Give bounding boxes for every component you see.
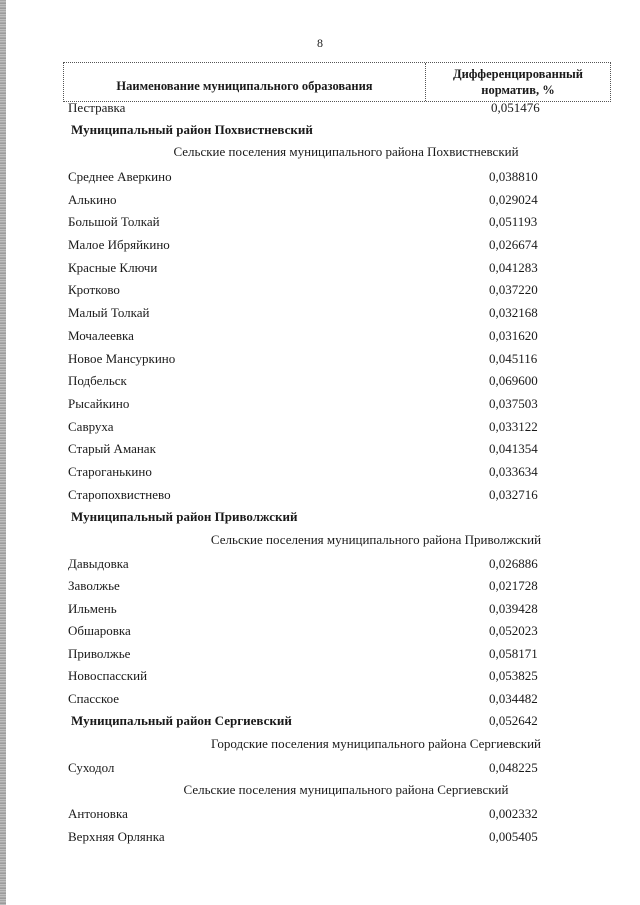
row-name: Красные Ключи	[68, 259, 158, 275]
row-name: Мочалеевка	[68, 327, 134, 343]
row-value: 0,053825	[489, 668, 538, 684]
row-name: Алькино	[68, 191, 117, 207]
table-row	[63, 328, 609, 351]
table-row	[63, 214, 609, 237]
row-value: 0,031620	[489, 327, 538, 343]
scan-edge	[0, 0, 6, 905]
table-row	[63, 668, 609, 691]
row-name: Антоновка	[68, 806, 128, 822]
row-value: 0,051193	[489, 214, 538, 230]
row-value: 0,005405	[489, 828, 538, 844]
table-row	[63, 578, 609, 601]
row-name: Малое Ибряйкино	[68, 237, 170, 253]
table-row	[63, 623, 609, 646]
row-value: 0,037503	[489, 395, 538, 411]
row-name: Муниципальный район Сергиевский	[71, 713, 292, 729]
row-value: 0,051476	[491, 100, 540, 115]
row-name: Заволжье	[68, 578, 120, 594]
row-value: 0,032716	[489, 486, 538, 502]
row-name: Муниципальный район Приволжский	[71, 509, 298, 525]
header-value-column	[426, 63, 610, 101]
row-name: Пестравка	[68, 100, 126, 115]
table-row	[63, 192, 609, 215]
header-value-line1: Дифференцированный	[452, 67, 583, 81]
table-row	[63, 601, 609, 624]
row-name: Староганькино	[68, 463, 152, 479]
table-row	[63, 100, 609, 122]
row-name: Среднее Аверкино	[68, 169, 172, 184]
district-heading	[63, 713, 609, 736]
subsection-heading	[63, 144, 609, 169]
table-row	[63, 441, 609, 464]
row-value: 0,045116	[489, 350, 538, 366]
row-name: Малый Толкай	[68, 305, 150, 321]
row-name: Большой Толкай	[68, 214, 160, 230]
row-name: Давыдовка	[68, 555, 129, 571]
row-name: Савруха	[68, 418, 114, 434]
header-value-line2: норматив, %	[481, 83, 555, 97]
table-row	[63, 487, 609, 510]
table-body	[63, 100, 609, 851]
table-row	[63, 396, 609, 419]
row-name: Кротково	[68, 282, 120, 298]
row-value: 0,041283	[489, 259, 538, 275]
table-row	[63, 282, 609, 305]
district-heading	[63, 509, 609, 532]
row-value: 0,029024	[489, 191, 538, 207]
row-value: 0,041354	[489, 441, 538, 457]
subsection-heading	[63, 736, 609, 760]
table-row	[63, 760, 609, 783]
table-row	[63, 556, 609, 579]
row-name: Подбельск	[68, 373, 127, 389]
row-name: Сельские поселения муниципального района Похвистневский	[173, 144, 519, 159]
table-row	[63, 305, 609, 328]
table-header	[63, 62, 611, 102]
row-name: Старопохвистнево	[68, 486, 171, 502]
row-value: 0,069600	[489, 373, 538, 389]
row-name: Новое Мансуркино	[68, 350, 176, 366]
row-value: 0,058171	[489, 645, 538, 661]
table-row	[63, 373, 609, 396]
row-name: Рысайкино	[68, 395, 130, 411]
table-row	[63, 691, 609, 714]
row-value: 0,026886	[489, 555, 538, 571]
row-name: Спасское	[68, 690, 120, 706]
row-name: Суходол	[68, 759, 115, 775]
table-row	[63, 169, 609, 192]
table-row	[63, 260, 609, 283]
row-name: Сельские поселения муниципального района Приволжский	[210, 531, 542, 547]
table-row	[63, 646, 609, 669]
row-name: Ильмень	[68, 600, 117, 616]
row-name: Муниципальный район Похвистневский	[71, 122, 313, 137]
row-name: Сельские поселения муниципального района Сергиевский	[183, 782, 509, 798]
row-value: 0,048225	[489, 759, 538, 775]
row-value: 0,039428	[489, 600, 538, 616]
row-name: Городские поселения муниципального района Сергиевский	[210, 735, 541, 751]
subsection-heading	[63, 532, 609, 556]
row-value: 0,033634	[489, 463, 538, 479]
table-row	[63, 237, 609, 260]
row-value: 0,052642	[489, 713, 538, 729]
row-value: 0,026674	[489, 237, 538, 253]
subsection-heading	[63, 782, 609, 806]
row-value: 0,037220	[489, 282, 538, 298]
row-value: 0,002332	[489, 806, 538, 822]
table-row	[63, 419, 609, 442]
row-name: Верхняя Орлянка	[68, 828, 165, 844]
page-number: 8	[317, 36, 323, 50]
district-heading	[63, 122, 609, 144]
row-name: Новоспасский	[68, 668, 148, 684]
row-value: 0,032168	[489, 305, 538, 321]
row-name: Старый Аманак	[68, 441, 156, 457]
table-row	[63, 351, 609, 374]
row-value: 0,034482	[489, 690, 538, 706]
row-value: 0,033122	[489, 418, 538, 434]
table-row	[63, 464, 609, 487]
row-value: 0,021728	[489, 578, 538, 594]
row-name: Обшаровка	[68, 623, 131, 639]
table-row	[63, 829, 609, 852]
row-value: 0,038810	[489, 169, 538, 184]
header-name-column: Наименование муниципального образования	[64, 63, 426, 101]
table-row	[63, 806, 609, 829]
row-value: 0,052023	[489, 623, 538, 639]
row-name: Приволжье	[68, 645, 131, 661]
